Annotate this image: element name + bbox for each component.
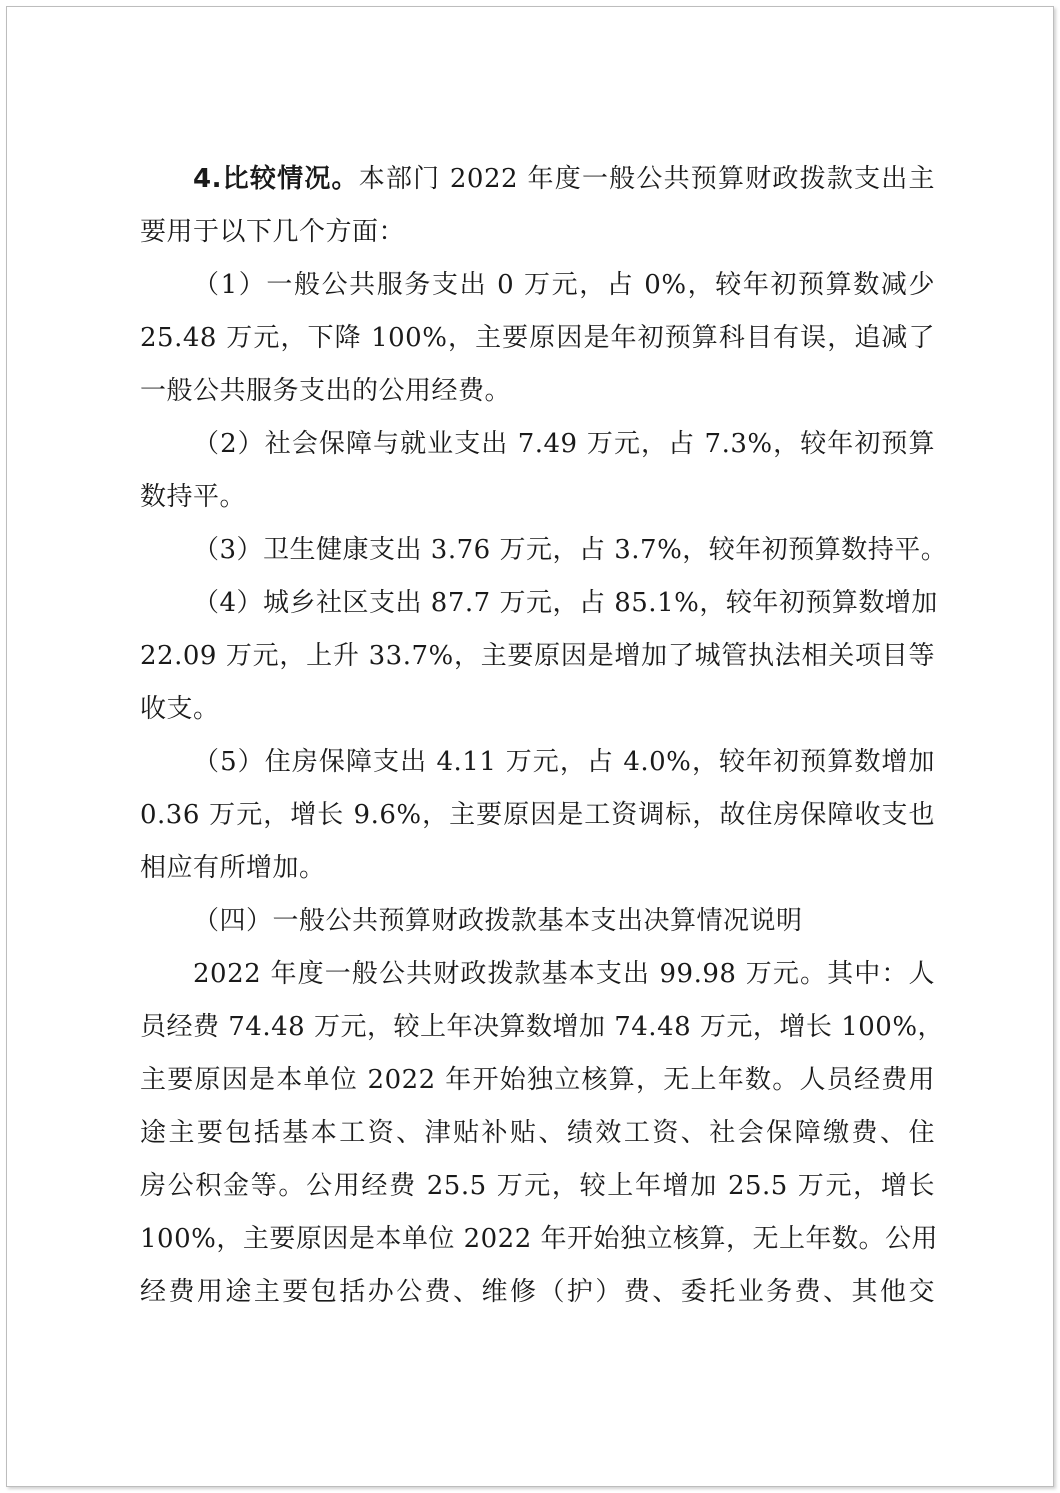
paragraph-line: 主要原因是本单位 2022 年开始独立核算，无上年数。人员经费用 (140, 1065, 935, 1095)
paragraph-line: （4）城乡社区支出 87.7 万元，占 85.1%，较年初预算数增加 (193, 588, 938, 618)
paragraph-line: 途主要包括基本工资、津贴补贴、绩效工资、社会保障缴费、住 (140, 1118, 935, 1148)
paragraph-line: 要用于以下几个方面： (140, 217, 406, 247)
document-body (140, 153, 948, 1319)
paragraph-line: 100%，主要原因是本单位 2022 年开始独立核算，无上年数。公用 (140, 1224, 939, 1254)
paragraph-line: （5）住房保障支出 4.11 万元，占 4.0%，较年初预算数增加 (193, 747, 935, 777)
paragraph-line: （3）卫生健康支出 3.76 万元，占 3.7%，较年初预算数持平。 (193, 535, 948, 565)
paragraph-line: 22.09 万元，上升 33.7%，主要原因是增加了城管执法相关项目等 (140, 641, 935, 671)
section-heading: （四）一般公共预算财政拨款基本支出决算情况说明 (193, 906, 803, 936)
paragraph-line: 一般公共服务支出的公用经费。 (140, 376, 512, 406)
paragraph-line: 数持平。 (140, 482, 247, 512)
paragraph-line: 0.36 万元，增长 9.6%，主要原因是工资调标，故住房保障收支也 (140, 800, 935, 830)
paragraph-line: 25.48 万元，下降 100%，主要原因是年初预算科目有误，追减了 (140, 323, 935, 353)
paragraph-line: 相应有所增加。 (140, 853, 326, 883)
paragraph-line: 房公积金等。公用经费 25.5 万元，较上年增加 25.5 万元，增长 (140, 1171, 935, 1201)
paragraph-line: （2）社会保障与就业支出 7.49 万元，占 7.3%，较年初预算 (193, 429, 935, 459)
paragraph-line: 经费用途主要包括办公费、维修（护）费、委托业务费、其他交 (140, 1277, 935, 1307)
paragraph-line: （1）一般公共服务支出 0 万元，占 0%，较年初预算数减少 (193, 270, 935, 300)
paragraph-text: 本部门 2022 年度一般公共预算财政拨款支出主 (358, 164, 935, 194)
paragraph-line: 员经费 74.48 万元，较上年决算数增加 74.48 万元，增长 100%， (140, 1012, 945, 1042)
paragraph-line (140, 153, 935, 206)
document-page (6, 6, 1054, 1487)
paragraph-line: 收支。 (140, 694, 220, 724)
paragraph-line: 2022 年度一般公共财政拨款基本支出 99.98 万元。其中：人 (193, 959, 935, 989)
comparison-heading: 4.比较情况。 (193, 164, 359, 194)
